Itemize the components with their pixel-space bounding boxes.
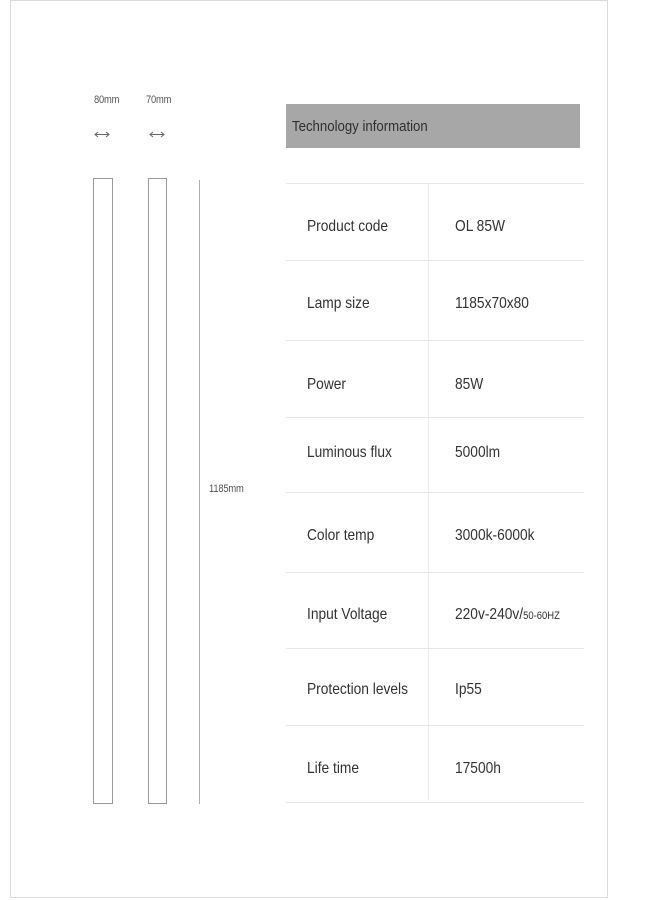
table-header xyxy=(286,104,580,148)
table-row xyxy=(286,493,584,572)
spec-label: Input Voltage xyxy=(307,606,388,623)
spec-value: 17500h xyxy=(455,760,501,777)
spec-label: Power xyxy=(307,376,347,393)
table-row xyxy=(286,418,584,492)
spec-table xyxy=(286,183,584,803)
table-row xyxy=(286,341,584,417)
spec-label: Color temp xyxy=(307,527,375,544)
spec-value: Ip55 xyxy=(455,681,482,698)
table-row xyxy=(286,184,584,260)
spec-value: OL 85W xyxy=(455,218,505,235)
length-dimension-line xyxy=(199,180,200,804)
spec-value: 1185x70x80 xyxy=(455,295,529,312)
spec-value: 5000lm xyxy=(455,444,501,461)
spec-label: Protection levels xyxy=(307,681,408,698)
table-row xyxy=(286,726,584,802)
spec-label: Luminous flux xyxy=(307,444,392,461)
spec-label: Product code xyxy=(307,218,389,235)
spec-value xyxy=(455,606,560,624)
table-row xyxy=(286,261,584,340)
lamp-side-view xyxy=(148,178,167,804)
depth-dimension-label: 70mm xyxy=(146,94,172,106)
row-divider xyxy=(286,802,584,803)
width-dimension-label: 80mm xyxy=(94,94,120,106)
spec-label: Life time xyxy=(307,760,360,777)
lamp-front-view xyxy=(93,178,113,804)
table-row xyxy=(286,573,584,648)
spec-value: 85W xyxy=(455,376,484,393)
length-dimension-label: 1185mm xyxy=(209,483,244,495)
table-title: Technology information xyxy=(292,118,428,135)
table-row xyxy=(286,649,584,725)
frequency-range: 50-60HZ xyxy=(523,610,560,622)
double-arrow-icon xyxy=(94,130,110,139)
spec-label: Lamp size xyxy=(307,295,370,312)
voltage-range: 220v-240v/ xyxy=(455,606,524,623)
double-arrow-icon xyxy=(149,130,165,139)
spec-value: 3000k-6000k xyxy=(455,527,535,544)
